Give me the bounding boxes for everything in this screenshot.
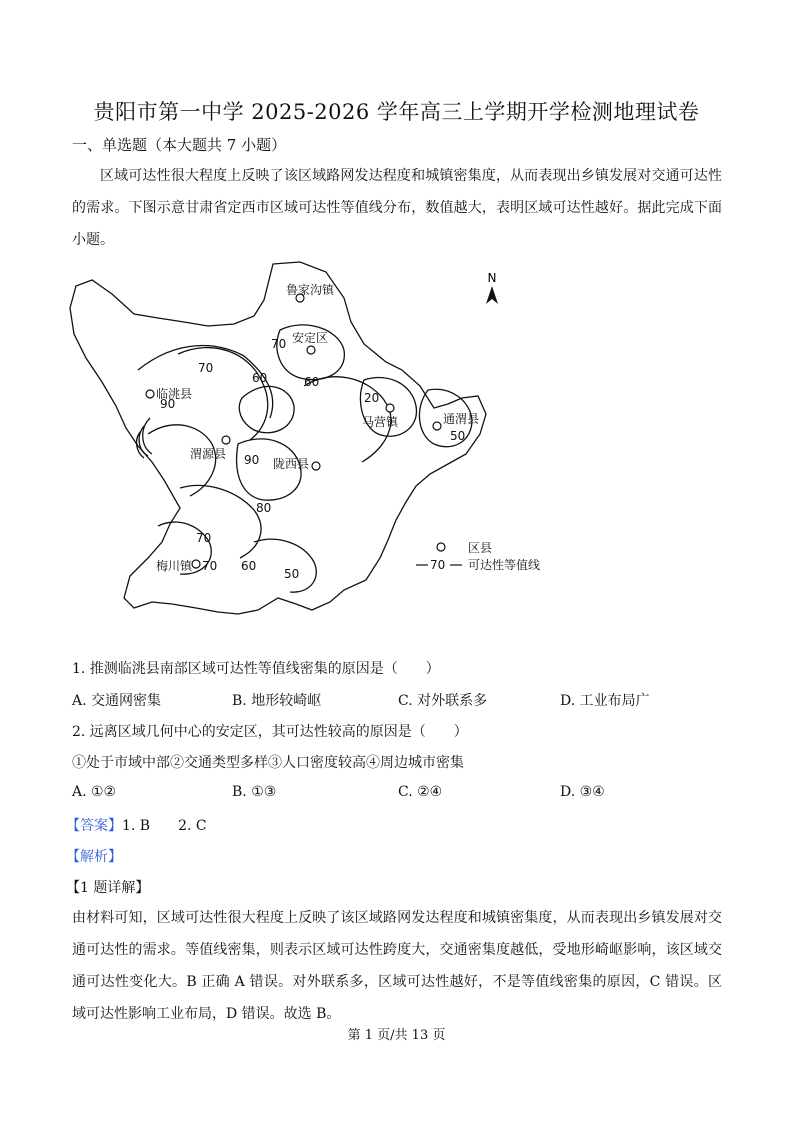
county-marker bbox=[312, 462, 320, 470]
question-2-stem: 2. 远离区域几何中心的安定区，其可达性较高的原因是（ ） bbox=[72, 724, 468, 740]
place-label: 临洮县 bbox=[156, 387, 193, 401]
accessibility-contour-map bbox=[68, 258, 558, 624]
contour-value-label: 90 bbox=[244, 453, 260, 467]
page-footer: 第 1 页/共 13 页 bbox=[347, 1028, 446, 1043]
county-marker bbox=[307, 346, 315, 354]
contour-value-label: 70 bbox=[202, 559, 218, 573]
contour-value-label: 60 bbox=[252, 371, 268, 385]
exam-title: 贵阳市第一中学 2025-2026 学年高三上学期开学检测地理试卷 bbox=[93, 100, 700, 124]
legend-county-label: 区县 bbox=[468, 541, 493, 555]
answer-tag: 【答案】 bbox=[66, 818, 122, 834]
north-arrow-icon bbox=[486, 286, 498, 304]
q1-option-a[interactable]: A. 交通网密集 bbox=[72, 693, 162, 709]
contour-value-label: 50 bbox=[450, 429, 466, 443]
q1-option-b[interactable]: B. 地形较崎岖 bbox=[232, 693, 322, 709]
contour-value-label: 50 bbox=[284, 567, 300, 581]
detail-paragraph: 由材料可知，区域可达性很大程度上反映了该区域路网发达程度和城镇密集度，从而表现出乡镇发展对交通可达性的需求。等值线密集，则表示区域可达性跨度大，交通密集度越低，受地形崎岖影响，该区域交通可达性变化大。B 正确 A 错误。对外联系多，区域可达性越好，不是等值线密集的原因，C 错误。区域可达性影响工业布局，D 错误。故选 B。 bbox=[72, 910, 722, 1022]
place-label: 安定区 bbox=[292, 331, 329, 345]
place-label: 鲁家沟镇 bbox=[286, 283, 335, 297]
place-label: 通渭县 bbox=[443, 412, 480, 426]
q2-option-c[interactable]: C. ②④ bbox=[398, 784, 443, 800]
question-1-stem: 1. 推测临洮县南部区域可达性等值线密集的原因是（ ） bbox=[72, 661, 440, 677]
contour-value-label: 70 bbox=[271, 337, 287, 351]
place-label: 陇西县 bbox=[273, 457, 310, 471]
legend-contour-label: 可达性等值线 bbox=[468, 558, 541, 572]
region-boundary bbox=[70, 262, 486, 614]
north-label: N bbox=[487, 271, 497, 285]
county-marker bbox=[222, 436, 230, 444]
section-heading: 一、单选题（本大题共 7 小题） bbox=[72, 136, 287, 154]
q2-option-d[interactable]: D. ③④ bbox=[560, 784, 605, 800]
county-marker bbox=[433, 422, 441, 430]
contour-line bbox=[254, 539, 316, 592]
contour-line bbox=[137, 418, 152, 458]
q1-option-d[interactable]: D. 工业布局广 bbox=[560, 693, 650, 709]
q1-option-c[interactable]: C. 对外联系多 bbox=[398, 693, 488, 709]
analysis-tag: 【解析】 bbox=[66, 849, 122, 865]
contour-value-label: 70 bbox=[196, 531, 212, 545]
place-label: 马营镇 bbox=[362, 415, 399, 429]
contour-value-label: 90 bbox=[160, 397, 176, 411]
contour-line bbox=[180, 485, 261, 558]
intro-paragraph: 区域可达性很大程度上反映了该区域路网发达程度和城镇密集度，从而表现出乡镇发展对交通可达性的需求。下图示意甘肃省定西市区域可达性等值线分布，数值越大，表明区域可达性越好。据此完成下面小题。 bbox=[72, 168, 722, 248]
q2-option-b[interactable]: B. ①③ bbox=[232, 784, 277, 800]
place-label: 梅川镇 bbox=[156, 559, 193, 573]
q2-option-a[interactable]: A. ①② bbox=[72, 784, 117, 800]
contour-value-label: 60 bbox=[304, 375, 320, 389]
contour-value-label: 80 bbox=[256, 501, 272, 515]
legend-marker bbox=[437, 543, 445, 551]
legend-contour-value: 70 bbox=[430, 558, 446, 572]
county-marker bbox=[386, 404, 394, 412]
county-marker bbox=[146, 390, 154, 398]
contour-value-label: 20 bbox=[364, 391, 380, 405]
contour-value-label: 70 bbox=[198, 361, 214, 375]
place-label: 渭源县 bbox=[190, 447, 227, 461]
question-2-items: ①处于市域中部②交通类型多样③人口密度较高④周边城市密集 bbox=[72, 755, 464, 771]
county-marker bbox=[192, 560, 200, 568]
answer-line bbox=[66, 815, 207, 835]
answer-text: 1. B 2. C bbox=[122, 818, 207, 834]
contour-value-label: 60 bbox=[241, 559, 257, 573]
detail-heading: 【1 题详解】 bbox=[66, 880, 150, 896]
